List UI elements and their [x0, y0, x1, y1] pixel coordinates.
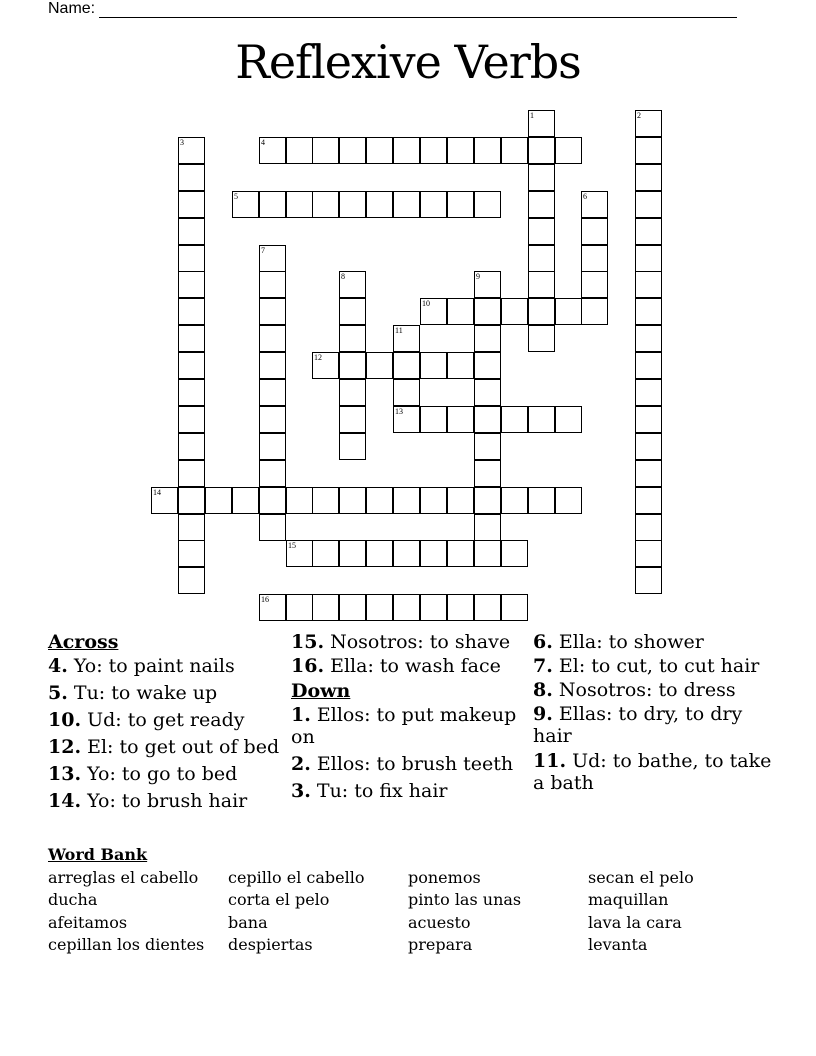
crossword-cell[interactable] — [393, 487, 420, 514]
crossword-cell[interactable] — [286, 540, 313, 567]
crossword-cell[interactable] — [420, 594, 447, 621]
crossword-cell[interactable] — [339, 433, 366, 460]
crossword-cell[interactable] — [259, 298, 286, 325]
crossword-cell[interactable] — [339, 379, 366, 406]
crossword-cell[interactable] — [339, 191, 366, 218]
crossword-cell[interactable] — [178, 352, 205, 379]
word-bank-item: afeitamos — [48, 912, 128, 932]
clue-across-5: 5. Tu: to wake up — [48, 682, 218, 704]
crossword-cell[interactable] — [339, 594, 366, 621]
word-bank-item: cepillan los dientes — [48, 935, 205, 954]
word-bank-item: lava la cara — [588, 912, 682, 932]
crossword-cell[interactable] — [393, 352, 420, 379]
word-bank-item: prepara — [408, 935, 473, 954]
crossword-cell[interactable] — [555, 298, 582, 325]
crossword-cell[interactable] — [232, 487, 259, 514]
crossword-cell[interactable] — [259, 245, 286, 272]
crossword-cell[interactable] — [420, 298, 447, 325]
page-title: Reflexive Verbs — [235, 35, 581, 89]
crossword-cell[interactable] — [474, 191, 501, 218]
crossword-cell[interactable] — [501, 594, 528, 621]
crossword-cell[interactable] — [635, 298, 662, 325]
crossword-cell[interactable] — [635, 352, 662, 379]
crossword-cell[interactable] — [205, 487, 232, 514]
crossword-cell[interactable] — [366, 191, 393, 218]
clue-across-15: 15. Nosotros: to shave — [291, 631, 511, 653]
crossword-cell[interactable] — [366, 540, 393, 567]
crossword-cell[interactable] — [420, 137, 447, 164]
crossword-cell[interactable] — [501, 298, 528, 325]
crossword-cell[interactable] — [420, 540, 447, 567]
crossword-cell[interactable] — [259, 406, 286, 433]
crossword-cell[interactable] — [178, 271, 205, 298]
crossword-cell[interactable] — [259, 352, 286, 379]
clue-down-8: 8. Nosotros: to dress — [533, 679, 736, 701]
across-heading: Across — [48, 631, 119, 653]
clue-number-label: 1 — [530, 111, 534, 120]
crossword-cell[interactable] — [528, 164, 555, 191]
crossword-cell[interactable] — [474, 352, 501, 379]
crossword-cell[interactable] — [474, 137, 501, 164]
crossword-cell[interactable] — [366, 137, 393, 164]
crossword-cell[interactable] — [635, 325, 662, 352]
word-bank — [48, 844, 768, 957]
clue-number-label: 11 — [395, 326, 403, 335]
clue-down-9: 9. Ellas: to dry, to dry hair — [533, 703, 743, 747]
clue-across-14: 14. Yo: to brush hair — [48, 790, 248, 812]
crossword-cell[interactable] — [178, 540, 205, 567]
word-bank-item: pinto las unas — [408, 890, 522, 909]
crossword-cell[interactable] — [178, 164, 205, 191]
crossword-cell[interactable] — [259, 271, 286, 298]
crossword-cell[interactable] — [635, 110, 662, 137]
crossword-cell[interactable] — [232, 191, 259, 218]
crossword-cell[interactable] — [178, 379, 205, 406]
crossword-cell[interactable] — [501, 406, 528, 433]
word-bank-item: ponemos — [408, 867, 481, 887]
crossword-cell[interactable] — [393, 137, 420, 164]
crossword-cell[interactable] — [420, 406, 447, 433]
word-bank-title: Word Bank — [48, 845, 148, 864]
clue-down-2: 2. Ellos: to brush teeth — [291, 753, 514, 775]
word-bank-item: bana — [228, 912, 268, 932]
crossword-cell[interactable] — [635, 137, 662, 164]
crossword-cell[interactable] — [528, 298, 555, 325]
clue-down-6: 6. Ella: to shower — [533, 631, 704, 653]
clue-number-label: 10 — [422, 299, 430, 308]
down-heading: Down — [291, 680, 351, 702]
crossword-cell[interactable] — [474, 540, 501, 567]
clue-across-13: 13. Yo: to go to bed — [48, 763, 238, 785]
crossword-cell[interactable] — [312, 487, 339, 514]
clue-number-label: 13 — [395, 407, 403, 416]
crossword-cell[interactable] — [528, 245, 555, 272]
word-bank-item: corta el pelo — [228, 890, 330, 909]
clue-number-label: 14 — [153, 488, 161, 497]
crossword-cell[interactable] — [312, 540, 339, 567]
crossword-cell[interactable] — [474, 460, 501, 487]
crossword-cell[interactable] — [393, 540, 420, 567]
crossword-cell[interactable] — [312, 594, 339, 621]
crossword-cell[interactable] — [259, 460, 286, 487]
crossword-cell[interactable] — [635, 218, 662, 245]
crossword-cell[interactable] — [528, 487, 555, 514]
crossword-cell[interactable] — [259, 325, 286, 352]
crossword-cell[interactable] — [286, 487, 313, 514]
crossword-cell[interactable] — [420, 487, 447, 514]
crossword-cell[interactable] — [286, 137, 313, 164]
crossword-cell[interactable] — [366, 352, 393, 379]
crossword-cell[interactable] — [286, 191, 313, 218]
crossword-cell[interactable] — [259, 137, 286, 164]
crossword-cell[interactable] — [312, 191, 339, 218]
clue-number-label: 5 — [234, 192, 238, 201]
crossword-cell[interactable] — [393, 379, 420, 406]
clue-number-label: 6 — [583, 192, 587, 201]
crossword-cell[interactable] — [178, 433, 205, 460]
clue-number-label: 8 — [341, 272, 345, 281]
crossword-cell[interactable] — [366, 487, 393, 514]
crossword-cell[interactable] — [474, 325, 501, 352]
crossword-cell[interactable] — [635, 406, 662, 433]
clue-down-1: 1. Ellos: to put makeup on — [291, 704, 517, 748]
clues-column-3 — [533, 628, 773, 799]
clue-number-label: 15 — [288, 541, 296, 550]
word-bank-item: levanta — [588, 935, 648, 954]
crossword-cell[interactable] — [474, 487, 501, 514]
clue-number-label: 7 — [261, 246, 265, 255]
crossword-cell[interactable] — [339, 271, 366, 298]
clue-across-12: 12. El: to get out of bed — [48, 736, 280, 758]
crossword-cell[interactable] — [528, 218, 555, 245]
crossword-cell[interactable] — [635, 487, 662, 514]
clue-across-10: 10. Ud: to get ready — [48, 709, 245, 731]
crossword-cell[interactable] — [474, 433, 501, 460]
word-bank-item: despiertas — [228, 935, 313, 954]
clue-number-label: 12 — [314, 353, 322, 362]
crossword-cell[interactable] — [528, 271, 555, 298]
crossword-cell[interactable] — [339, 406, 366, 433]
crossword-cell[interactable] — [635, 460, 662, 487]
crossword-cell[interactable] — [178, 514, 205, 541]
crossword-cell[interactable] — [447, 191, 474, 218]
crossword-cell[interactable] — [528, 406, 555, 433]
clue-number-label: 4 — [261, 138, 265, 147]
crossword-cell[interactable] — [581, 271, 608, 298]
crossword-cell[interactable] — [447, 406, 474, 433]
crossword-cell[interactable] — [635, 191, 662, 218]
crossword-cell[interactable] — [393, 594, 420, 621]
crossword-cell[interactable] — [474, 594, 501, 621]
crossword-cell[interactable] — [528, 191, 555, 218]
clue-number-label: 9 — [476, 272, 480, 281]
word-bank-list — [48, 867, 768, 957]
crossword-cell[interactable] — [178, 460, 205, 487]
crossword-cell[interactable] — [178, 218, 205, 245]
crossword-cell[interactable] — [393, 325, 420, 352]
clue-down-7: 7. El: to cut, to cut hair — [533, 655, 760, 677]
crossword-cell[interactable] — [393, 191, 420, 218]
crossword-cell[interactable] — [474, 514, 501, 541]
crossword-cell[interactable] — [178, 406, 205, 433]
crossword-cell[interactable] — [581, 298, 608, 325]
name-label: Name: — [48, 0, 96, 17]
clue-across-16: 16. Ella: to wash face — [291, 655, 501, 677]
crossword-cell[interactable] — [581, 191, 608, 218]
crossword-cell[interactable] — [474, 379, 501, 406]
crossword-cell[interactable] — [635, 433, 662, 460]
crossword-cell[interactable] — [635, 540, 662, 567]
crossword-cell[interactable] — [447, 137, 474, 164]
crossword-cell[interactable] — [447, 352, 474, 379]
crossword-cell[interactable] — [528, 137, 555, 164]
clue-down-11: 11. Ud: to bathe, to take a bath — [533, 750, 772, 794]
crossword-cell[interactable] — [447, 540, 474, 567]
clue-across-4: 4. Yo: to paint nails — [48, 655, 235, 677]
crossword-cell[interactable] — [259, 191, 286, 218]
crossword-cell[interactable] — [447, 594, 474, 621]
crossword-cell[interactable] — [339, 352, 366, 379]
crossword-cell[interactable] — [501, 137, 528, 164]
crossword-cell[interactable] — [420, 352, 447, 379]
clue-down-3: 3. Tu: to fix hair — [291, 780, 448, 802]
word-bank-item: arreglas el cabello — [48, 867, 199, 887]
crossword-cell[interactable] — [581, 218, 608, 245]
crossword-cell[interactable] — [555, 137, 582, 164]
word-bank-item: cepillo el cabello — [228, 867, 365, 887]
crossword-cell[interactable] — [447, 298, 474, 325]
crossword-cell[interactable] — [286, 594, 313, 621]
clues-column-1 — [48, 628, 283, 817]
crossword-cell[interactable] — [178, 137, 205, 164]
crossword-cell[interactable] — [555, 487, 582, 514]
crossword-cell[interactable] — [178, 191, 205, 218]
word-bank-item: maquillan — [588, 890, 669, 909]
crossword-cell[interactable] — [178, 298, 205, 325]
crossword-cell[interactable] — [312, 137, 339, 164]
crossword-cell[interactable] — [474, 406, 501, 433]
crossword-cell[interactable] — [555, 406, 582, 433]
crossword-cell[interactable] — [339, 137, 366, 164]
crossword-cell[interactable] — [259, 514, 286, 541]
crossword-cell[interactable] — [393, 406, 420, 433]
crossword-cell[interactable] — [635, 514, 662, 541]
crossword-cell[interactable] — [312, 352, 339, 379]
crossword-cell[interactable] — [420, 191, 447, 218]
crossword-cell[interactable] — [259, 379, 286, 406]
crossword-cell[interactable] — [178, 245, 205, 272]
word-bank-item: ducha — [48, 890, 98, 909]
crossword-cell[interactable] — [339, 298, 366, 325]
crossword-cell[interactable] — [635, 245, 662, 272]
crossword-cell[interactable] — [501, 540, 528, 567]
crossword-cell[interactable] — [528, 325, 555, 352]
crossword-cell[interactable] — [635, 164, 662, 191]
crossword-cell[interactable] — [474, 271, 501, 298]
crossword-cell[interactable] — [151, 487, 178, 514]
crossword-cell[interactable] — [259, 487, 286, 514]
crossword-cell[interactable] — [178, 567, 205, 594]
crossword-cell[interactable] — [259, 433, 286, 460]
clues-column-2 — [291, 628, 521, 807]
clue-number-label: 16 — [261, 595, 269, 604]
crossword-cell[interactable] — [501, 487, 528, 514]
clue-number-label: 2 — [637, 111, 641, 120]
word-bank-item: acuesto — [408, 912, 471, 932]
crossword-cell[interactable] — [447, 487, 474, 514]
crossword-cell[interactable] — [635, 271, 662, 298]
crossword-cell[interactable] — [178, 487, 205, 514]
crossword-cell[interactable] — [259, 594, 286, 621]
crossword-cell[interactable] — [339, 487, 366, 514]
crossword-cell[interactable] — [474, 298, 501, 325]
crossword-cell[interactable] — [528, 110, 555, 137]
crossword-cell[interactable] — [581, 245, 608, 272]
crossword-cell[interactable] — [339, 325, 366, 352]
crossword-cell[interactable] — [635, 379, 662, 406]
crossword-cell[interactable] — [339, 540, 366, 567]
word-bank-item: secan el pelo — [588, 867, 694, 887]
crossword-cell[interactable] — [635, 567, 662, 594]
crossword-cell[interactable] — [178, 325, 205, 352]
clue-number-label: 3 — [180, 138, 184, 147]
crossword-cell[interactable] — [366, 594, 393, 621]
